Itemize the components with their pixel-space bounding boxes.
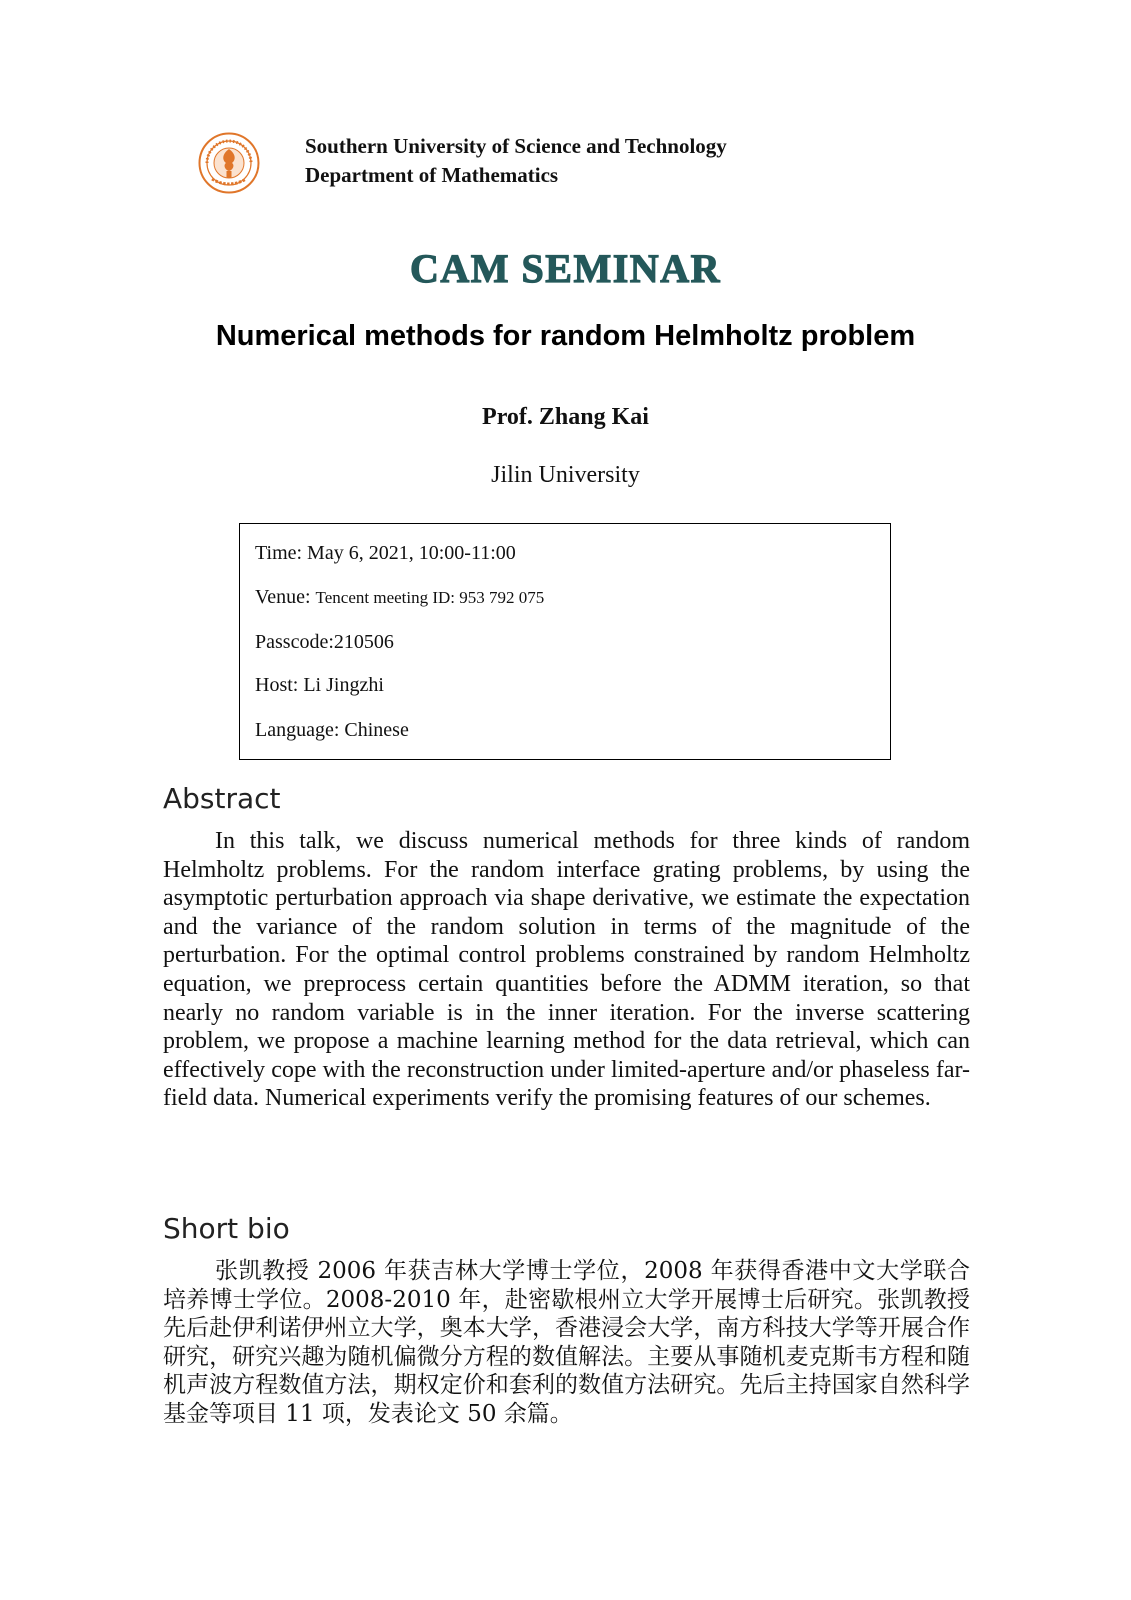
abstract-heading: Abstract — [163, 782, 281, 815]
event-host: Host: Li Jingzhi — [255, 674, 384, 696]
venue-value: Tencent meeting ID: 953 792 075 — [315, 588, 545, 607]
bio-text: 张凯教授 2006 年获吉林大学博士学位，2008 年获得香港中文大学联合培养博士学位。2008-2010 年，赴密歇根州立大学开展博士后研究。张凯教授先后赴伊利诺伊州立大学，奥本大学，香港浸会大学，南方科技大学等开展合作研究，研究兴趣为随机偏微分方程的数值解法。主要从事随机麦克斯韦方程和随机声波方程数值方法，期权定价和套利的数值方法研究。先后主持国家自然科学基金等项目 11 项，发表论文 50 余篇。 — [163, 1258, 970, 1427]
speaker-name: Prof. Zhang Kai — [482, 404, 649, 430]
event-language: Language: Chinese — [255, 719, 409, 741]
institution-name: Southern University of Science and Technology — [305, 134, 727, 158]
speaker-affiliation: Jilin University — [491, 462, 640, 488]
bio-heading: Short bio — [163, 1212, 290, 1245]
venue-label: Venue: — [255, 586, 316, 608]
header — [198, 130, 898, 194]
university-seal-logo — [198, 132, 260, 194]
event-info-box — [239, 523, 891, 760]
event-time: Time: May 6, 2021, 10:00-11:00 — [255, 542, 516, 564]
event-passcode: Passcode:210506 — [255, 631, 394, 653]
seminar-title: CAM SEMINAR — [410, 246, 721, 291]
event-venue — [255, 586, 544, 609]
abstract-text: In this talk, we discuss numerical methods for three kinds of random Helmholtz problems. For the random interface grating problems, by using the asymptotic perturbation approach via shape derivative, we estimate the expectation and the variance of the random solution in terms of the magnitude of the perturbation. For the optimal control problems constrained by random Helmholtz equation, we preprocess certain quantities before the ADMM iteration, so that nearly no random variable is in the inner iteration. For the inverse scattering problem, we propose a machine learning method for the data retrieval, which can effectively cope with the reconstruction under limited-aperture and/or phaseless far-field data. Numerical experiments verify the promising features of our schemes. — [163, 828, 970, 1112]
talk-title: Numerical methods for random Helmholtz problem — [215, 320, 916, 352]
institution-block — [305, 132, 727, 190]
department-name: Department of Mathematics — [305, 163, 559, 187]
